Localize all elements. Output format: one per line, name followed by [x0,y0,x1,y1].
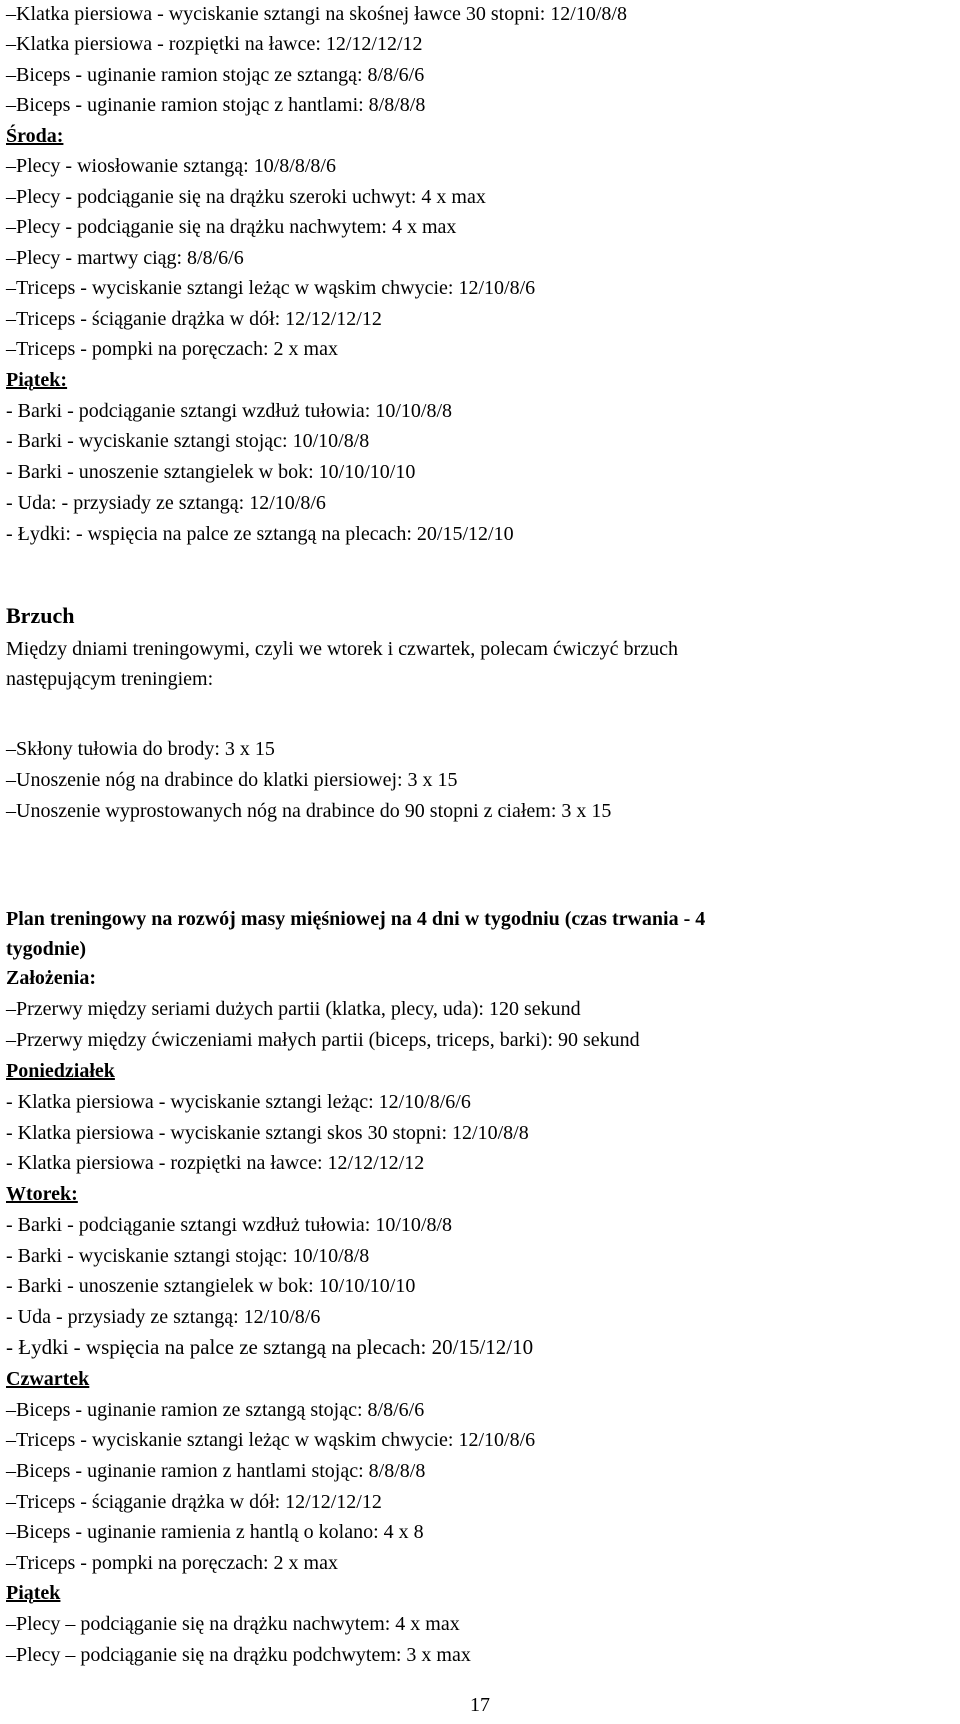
exercise-line: - Barki - unoszenie sztangielek w bok: 10/10/10/10 [6,461,416,483]
exercise-line: –Triceps - wyciskanie sztangi leżąc w wąskim chwycie: 12/10/8/6 [6,1429,536,1451]
paragraph-line: następującym treningiem: [6,668,214,690]
day-heading-piatek: Piątek: [6,369,68,391]
day-heading-sroda: Środa: [6,125,64,147]
exercise-line: –Biceps - uginanie ramion ze sztangą stojąc: 8/8/6/6 [6,1399,425,1421]
exercise-line: - Uda - przysiady ze sztangą: 12/10/8/6 [6,1306,321,1328]
exercise-line: - Barki - podciąganie sztangi wzdłuż tułowia: 10/10/8/8 [6,400,452,422]
exercise-line: –Plecy - martwy ciąg: 8/8/6/6 [6,247,244,269]
section-heading-brzuch: Brzuch [6,603,75,628]
day-heading-czwartek: Czwartek [6,1368,90,1390]
exercise-line: - Łydki - wspięcia na palce ze sztangą na plecach: 20/15/12/10 [6,1335,534,1359]
plan-title: Plan treningowy na rozwój masy mięśniowej na 4 dni w tygodniu (czas trwania - 4 [6,908,706,930]
exercise-line: –Plecy - wiosłowanie sztangą: 10/8/8/8/6 [6,155,336,177]
day-heading-piatek: Piątek [6,1582,61,1604]
exercise-line: - Klatka piersiowa - wyciskanie sztangi skos 30 stopni: 12/10/8/8 [6,1122,529,1144]
exercise-line: –Klatka piersiowa - rozpiętki na ławce: 12/12/12/12 [6,33,423,55]
exercise-line: - Barki - wyciskanie sztangi stojąc: 10/10/8/8 [6,430,370,452]
exercise-line: - Klatka piersiowa - wyciskanie sztangi leżąc: 12/10/8/6/6 [6,1091,471,1113]
exercise-line: –Plecy – podciąganie się na drążku podchwytem: 3 x max [6,1644,471,1666]
exercise-line: –Unoszenie nóg na drabince do klatki piersiowej: 3 x 15 [6,769,458,791]
exercise-line: –Biceps - uginanie ramienia z hantlą o kolano: 4 x 8 [6,1521,424,1543]
exercise-line: –Biceps - uginanie ramion z hantlami stojąc: 8/8/8/8 [6,1460,426,1482]
exercise-line: –Klatka piersiowa - wyciskanie sztangi na skośnej ławce 30 stopni: 12/10/8/8 [6,3,627,25]
exercise-line: –Triceps - pompki na poręczach: 2 x max [6,338,338,360]
exercise-line: –Triceps - wyciskanie sztangi leżąc w wąskim chwycie: 12/10/8/6 [6,277,536,299]
page-number: 17 [470,1694,490,1716]
exercise-line: - Klatka piersiowa - rozpiętki na ławce: 12/12/12/12 [6,1152,425,1174]
exercise-line: –Plecy - podciąganie się na drążku nachwytem: 4 x max [6,216,457,238]
assumptions-heading: Założenia: [6,967,96,989]
plan-title: tygodnie) [6,938,86,960]
assumption-line: –Przerwy między seriami dużych partii (klatka, plecy, uda): 120 sekund [6,998,581,1020]
exercise-line: –Skłony tułowia do brody: 3 x 15 [6,738,275,760]
exercise-line: –Unoszenie wyprostowanych nóg na drabince do 90 stopni z ciałem: 3 x 15 [6,800,612,822]
exercise-line: –Plecy – podciąganie się na drążku nachwytem: 4 x max [6,1613,460,1635]
day-heading-poniedzialek: Poniedziałek [6,1060,115,1082]
paragraph-line: Między dniami treningowymi, czyli we wtorek i czwartek, polecam ćwiczyć brzuch [6,638,678,660]
exercise-line: - Barki - unoszenie sztangielek w bok: 10/10/10/10 [6,1275,416,1297]
day-heading-wtorek: Wtorek: [6,1183,78,1205]
exercise-line: - Łydki: - wspięcia na palce ze sztangą na plecach: 20/15/12/10 [6,523,514,545]
assumption-line: –Przerwy między ćwiczeniami małych partii (biceps, triceps, barki): 90 sekund [6,1029,640,1051]
exercise-line: –Biceps - uginanie ramion stojąc z hantlami: 8/8/8/8 [6,94,426,116]
exercise-line: - Uda: - przysiady ze sztangą: 12/10/8/6 [6,492,326,514]
exercise-line: –Plecy - podciąganie się na drążku szeroki uchwyt: 4 x max [6,186,486,208]
exercise-line: –Triceps - pompki na poręczach: 2 x max [6,1552,338,1574]
exercise-line: - Barki - podciąganie sztangi wzdłuż tułowia: 10/10/8/8 [6,1214,452,1236]
exercise-line: –Biceps - uginanie ramion stojąc ze sztangą: 8/8/6/6 [6,64,425,86]
exercise-line: - Barki - wyciskanie sztangi stojąc: 10/10/8/8 [6,1245,370,1267]
exercise-line: –Triceps - ściąganie drążka w dół: 12/12/12/12 [6,1491,382,1513]
exercise-line: –Triceps - ściąganie drążka w dół: 12/12/12/12 [6,308,382,330]
